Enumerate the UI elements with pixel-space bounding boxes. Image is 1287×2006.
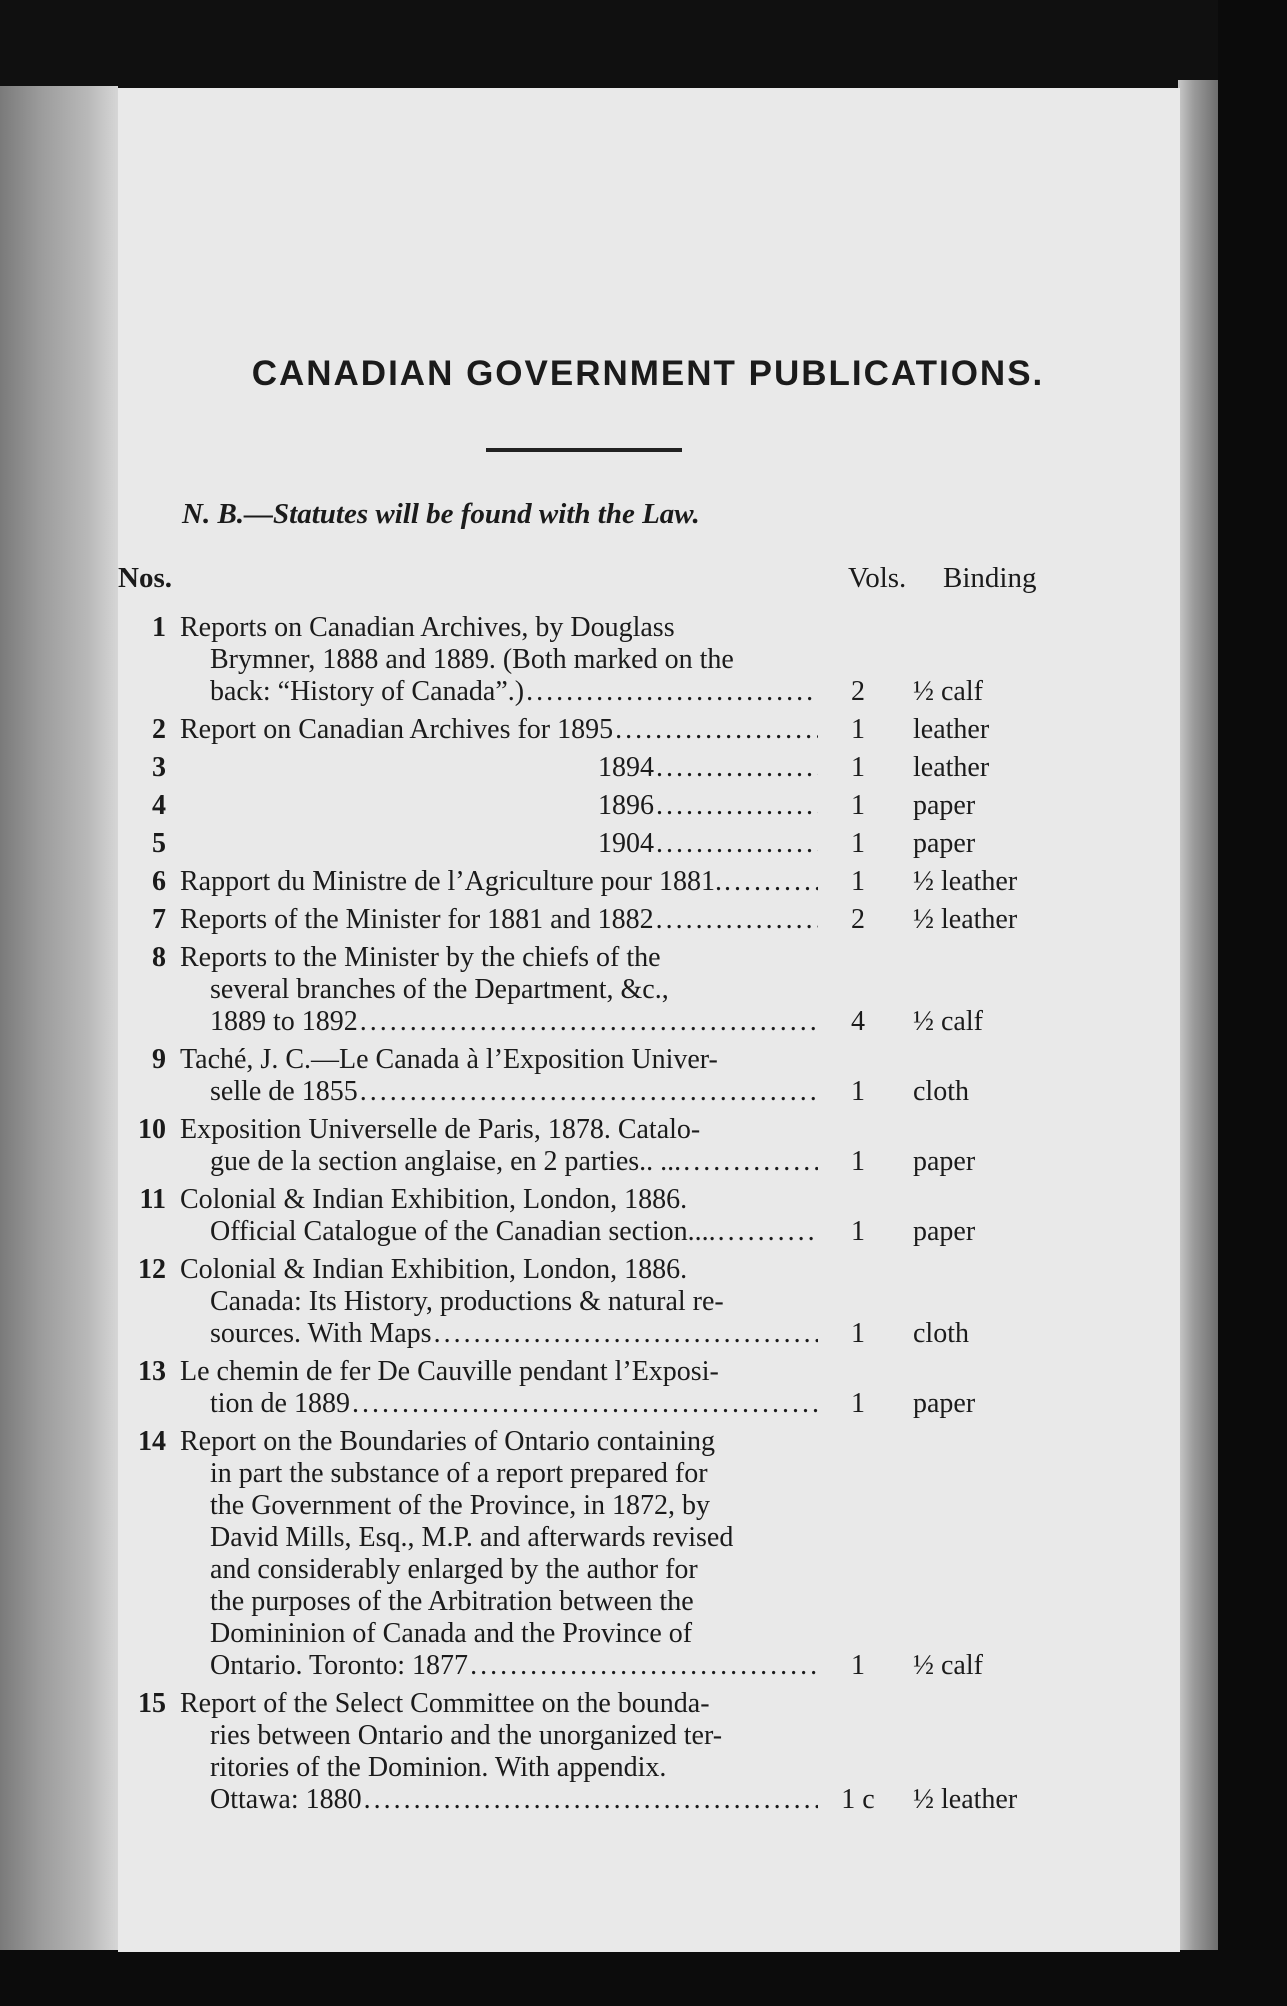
list-item (118, 1184, 1180, 1248)
entry-line (180, 1044, 818, 1076)
entry-line (180, 1388, 818, 1420)
entry-number: 7 (152, 904, 166, 935)
entry-line (180, 942, 818, 974)
entry-binding: paper (913, 1216, 976, 1247)
entry-title (180, 1688, 818, 1816)
list-item (118, 714, 1180, 746)
entry-line-text: the Government of the Province, in 1872, by (210, 1490, 711, 1521)
entry-line (180, 828, 818, 860)
entry-line-text: Exposition Universelle de Paris, 1878. Catalo- (180, 1114, 701, 1145)
entry-line (180, 1114, 818, 1146)
entry-line (180, 866, 818, 898)
list-item (118, 1254, 1180, 1350)
entry-line-text: and considerably enlarged by the author for (210, 1554, 698, 1585)
entry-line (180, 752, 818, 784)
entry-volumes: 1 (851, 790, 865, 821)
entry-line-text: Colonial & Indian Exhibition, London, 1886. (180, 1254, 688, 1285)
entry-number: 6 (152, 866, 166, 897)
entry-line-text: Rapport du Ministre de l’Agriculture pour 1881. (180, 866, 723, 897)
entry-number: 2 (152, 714, 166, 745)
entry-line-text: the purposes of the Arbitration between the (210, 1586, 694, 1617)
entry-line (180, 1650, 818, 1682)
entry-volumes: 1 (851, 1388, 865, 1419)
entry-volumes: 1 (851, 1650, 865, 1681)
entry-line-text: several branches of the Department, &c., (210, 974, 669, 1005)
entry-line (180, 1720, 818, 1752)
list-item (118, 752, 1180, 784)
entry-title (180, 752, 818, 784)
dot-leader (722, 866, 818, 898)
entry-title (180, 904, 818, 936)
entry-binding: leather (913, 752, 990, 783)
entry-line (180, 676, 818, 708)
entry-line-text: in part the substance of a report prepared for (210, 1458, 708, 1489)
entry-line-text: Reports on Canadian Archives, by Douglass (180, 612, 675, 643)
entry-line (180, 1586, 818, 1618)
entry-volumes: 1 (851, 1318, 865, 1349)
entry-title (180, 1044, 818, 1108)
entry-binding: paper (913, 790, 976, 821)
entry-line (180, 1522, 818, 1554)
entry-binding: ½ leather (913, 866, 1018, 897)
entry-number: 14 (138, 1426, 166, 1457)
entry-line (180, 612, 818, 644)
list-item (118, 1356, 1180, 1420)
entry-line (180, 1554, 818, 1586)
entry-line-text: 1894 (598, 752, 654, 783)
entry-number: 5 (152, 828, 166, 859)
entry-line (180, 1688, 818, 1720)
entry-number: 11 (139, 1184, 166, 1215)
entry-line (180, 1458, 818, 1490)
entry-line-text: back: “History of Canada”.) (210, 676, 525, 707)
entry-title (180, 866, 818, 898)
column-header-nos: Nos. (118, 562, 172, 594)
entry-title (180, 1184, 818, 1248)
entry-volumes: 1 (851, 752, 865, 783)
scan-border-bottom (0, 1950, 1287, 2006)
binder-top (0, 0, 1287, 88)
entry-binding: paper (913, 828, 976, 859)
entry-volumes: 1 (851, 828, 865, 859)
entry-line (180, 1184, 818, 1216)
entry-binding: paper (913, 1146, 976, 1177)
entry-volumes: 1 c (841, 1784, 875, 1815)
entry-binding: paper (913, 1388, 976, 1419)
entry-title (180, 1356, 818, 1420)
dot-leader (681, 1146, 818, 1178)
entry-number: 13 (138, 1356, 166, 1387)
entry-line-text: ries between Ontario and the unorganized ter- (210, 1720, 723, 1751)
dot-leader (432, 1318, 818, 1350)
entry-line (180, 1752, 818, 1784)
list-item (118, 1688, 1180, 1816)
list-item (118, 1044, 1180, 1108)
entry-binding: cloth (913, 1076, 969, 1107)
entry-number: 9 (152, 1044, 166, 1075)
entry-volumes: 2 (851, 676, 865, 707)
dot-leader (468, 1650, 818, 1682)
dot-leader (362, 1784, 818, 1816)
entry-line-text: Report on the Boundaries of Ontario containing (180, 1426, 715, 1457)
entry-binding: ½ calf (913, 1650, 983, 1681)
entry-line-text: Reports of the Minister for 1881 and 1882 (180, 904, 654, 935)
entry-volumes: 1 (851, 1146, 865, 1177)
scan-border-right (1218, 0, 1287, 2006)
entry-line (180, 714, 818, 746)
entry-title (180, 942, 818, 1038)
entry-volumes: 2 (851, 904, 865, 935)
column-header-vols: Vols. (848, 562, 907, 594)
entry-volumes: 1 (851, 866, 865, 897)
entry-volumes: 4 (851, 1006, 865, 1037)
list-item (118, 1426, 1180, 1682)
entry-title (180, 1426, 818, 1682)
entry-line-text: Reports to the Minister by the chiefs of the (180, 942, 661, 973)
entry-line-text: Report on Canadian Archives for 1895 (180, 714, 614, 745)
entry-line-text: tion de 1889 (210, 1388, 350, 1419)
document-page (118, 88, 1180, 1952)
entry-line (180, 1426, 818, 1458)
statutes-note: N. B.—Statutes will be found with the Law. (182, 498, 700, 530)
entry-line (180, 1490, 818, 1522)
list-item (118, 904, 1180, 936)
entry-line-text: gue de la section anglaise, en 2 parties.. ... (210, 1146, 682, 1177)
entry-line-text: Official Catalogue of the Canadian section.... (210, 1216, 716, 1247)
list-item (118, 1114, 1180, 1178)
dot-leader (350, 1388, 818, 1420)
list-item (118, 942, 1180, 1038)
entry-number: 8 (152, 942, 166, 973)
entry-line-text: Canada: Its History, productions & natural re- (210, 1286, 724, 1317)
entry-line-text: Le chemin de fer De Cauville pendant l’Exposi- (180, 1356, 719, 1387)
entry-line-text: Domininion of Canada and the Province of (210, 1618, 693, 1649)
entry-line (180, 974, 818, 1006)
entry-title (180, 1114, 818, 1178)
entry-line (180, 1286, 818, 1318)
entry-number: 12 (138, 1254, 166, 1285)
entry-line-text: selle de 1855 (210, 1076, 358, 1107)
entry-line (180, 1076, 818, 1108)
entry-line-text: sources. With Maps (210, 1318, 432, 1349)
dot-leader (524, 676, 818, 708)
entry-number: 10 (138, 1114, 166, 1145)
entry-line (180, 1784, 818, 1816)
dot-leader (358, 1076, 818, 1108)
entry-title (180, 790, 818, 822)
entry-title (180, 714, 818, 746)
publication-list (118, 612, 1180, 1822)
entry-line-text: Taché, J. C.—Le Canada à l’Exposition Univer- (180, 1044, 718, 1075)
entry-line-text: ritories of the Dominion. With appendix. (210, 1752, 667, 1783)
entry-line (180, 904, 818, 936)
entry-title (180, 1254, 818, 1350)
entry-volumes: 1 (851, 714, 865, 745)
entry-line-text: Ontario. Toronto: 1877 (210, 1650, 469, 1681)
dot-leader (654, 752, 818, 784)
entry-line (180, 1006, 818, 1038)
page-title: CANADIAN GOVERNMENT PUBLICATIONS. (251, 354, 1045, 393)
entry-line-text: Colonial & Indian Exhibition, London, 1886. (180, 1184, 688, 1215)
entry-title (180, 828, 818, 860)
entry-number: 3 (152, 752, 166, 783)
column-header-binding: Binding (943, 562, 1037, 594)
entry-line (180, 1356, 818, 1388)
entry-number: 1 (152, 612, 166, 643)
list-item (118, 828, 1180, 860)
dot-leader (358, 1006, 818, 1038)
list-item (118, 612, 1180, 708)
list-item (118, 790, 1180, 822)
dot-leader (654, 828, 818, 860)
entry-binding: leather (913, 714, 990, 745)
entry-title (180, 612, 818, 708)
entry-line (180, 644, 818, 676)
entry-line-text: 1889 to 1892 (210, 1006, 358, 1037)
entry-line (180, 790, 818, 822)
entry-line (180, 1146, 818, 1178)
entry-line-text: Report of the Select Committee on the bounda- (180, 1688, 710, 1719)
dot-leader (613, 714, 818, 746)
entry-line-text: 1904 (598, 828, 654, 859)
dot-leader (716, 1216, 818, 1248)
page-left-edge (0, 86, 118, 1954)
entry-binding: ½ calf (913, 676, 983, 707)
entry-line-text: Brymner, 1888 and 1889. (Both marked on the (210, 644, 734, 675)
entry-binding: cloth (913, 1318, 969, 1349)
entry-binding: ½ leather (913, 904, 1018, 935)
entry-line (180, 1318, 818, 1350)
page-right-edge (1178, 80, 1218, 1960)
entry-line-text: Ottawa: 1880 (210, 1784, 362, 1815)
dot-leader (654, 904, 818, 936)
entry-line-text: 1896 (598, 790, 654, 821)
entry-binding: ½ leather (913, 1784, 1018, 1815)
entry-line-text: David Mills, Esq., M.P. and afterwards revised (210, 1522, 734, 1553)
entry-volumes: 1 (851, 1216, 865, 1247)
entry-volumes: 1 (851, 1076, 865, 1107)
entry-line (180, 1618, 818, 1650)
entry-number: 15 (138, 1688, 166, 1719)
dot-leader (654, 790, 818, 822)
list-item (118, 866, 1180, 898)
entry-binding: ½ calf (913, 1006, 983, 1037)
entry-line (180, 1216, 818, 1248)
entry-number: 4 (152, 790, 166, 821)
title-rule (486, 448, 682, 452)
entry-line (180, 1254, 818, 1286)
